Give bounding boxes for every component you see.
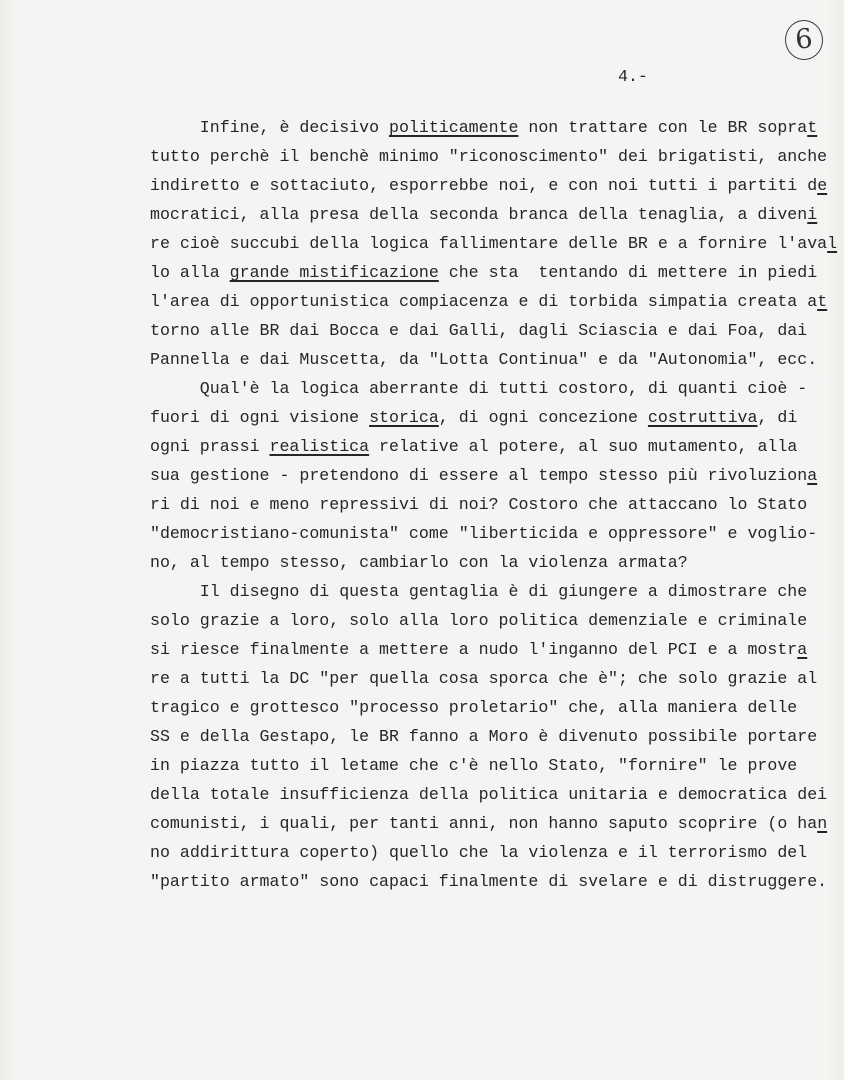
page-number: 4.- — [618, 67, 648, 86]
paragraph — [150, 113, 840, 374]
text-segment: no, al tempo stesso, cambiarlo con la violenza armata? — [150, 553, 688, 572]
text-line — [150, 548, 840, 577]
underlined-text: politicamente — [388, 118, 519, 137]
text-segment: ri di noi e meno repressivi di noi? Costoro che attaccano lo Stato — [150, 495, 808, 514]
text-segment: non trattare con le BR sopra — [518, 118, 808, 137]
underlined-text: l — [827, 234, 838, 253]
underlined-text: i — [807, 205, 818, 224]
text-line — [150, 751, 840, 780]
text-segment: Qual'è la logica aberrante di tutti costoro, di quanti cioè - — [199, 379, 808, 398]
text-line — [150, 113, 840, 142]
text-line — [150, 664, 840, 693]
text-segment: "democristiano-comunista" come "liberticida e oppressore" e voglio- — [150, 524, 818, 543]
text-segment: re cioè succubi della logica fallimentare delle BR e a fornire l'ava — [150, 234, 828, 253]
text-line — [150, 577, 840, 606]
text-segment: re a tutti la DC "per quella cosa sporca che è"; che solo grazie al — [150, 669, 818, 688]
text-segment: si riesce finalmente a mettere a nudo l'inganno del PCI e a mostr — [150, 640, 798, 659]
text-line — [150, 229, 840, 258]
text-segment: SS e della Gestapo, le BR fanno a Moro è divenuto possibile portare — [150, 727, 818, 746]
text-segment: no addirittura coperto) quello che la violenza e il terrorismo del — [150, 843, 808, 862]
underlined-text: storica — [369, 408, 439, 427]
text-line — [150, 200, 840, 229]
underlined-text: a — [797, 640, 808, 659]
text-segment: comunisti, i quali, per tanti anni, non hanno saputo scoprire (o ha — [150, 814, 818, 833]
text-line — [150, 374, 840, 403]
text-segment: ogni prassi — [150, 437, 270, 456]
underlined-text: e — [817, 176, 828, 195]
text-segment: della totale insufficienza della politica unitaria e democratica dei — [150, 785, 828, 804]
underlined-text: costruttiva — [647, 408, 758, 427]
text-segment: solo grazie a loro, solo alla loro politica demenziale e criminale — [150, 611, 808, 630]
text-line — [150, 142, 840, 171]
underlined-text: a — [807, 466, 818, 485]
handwritten-circled-sheet-number: 6 — [783, 18, 825, 62]
document-body — [150, 113, 840, 896]
text-segment: fuori di ogni visione — [150, 408, 370, 427]
underlined-text: grande mistificazione — [229, 263, 439, 282]
text-line — [150, 635, 840, 664]
text-segment: torno alle BR dai Bocca e dai Galli, dagli Sciascia e dai Foa, dai — [150, 321, 808, 340]
text-segment: sua gestione - pretendono di essere al tempo stesso più rivoluzion — [150, 466, 808, 485]
text-line — [150, 838, 840, 867]
paragraph — [150, 374, 840, 577]
text-segment: in piazza tutto il letame che c'è nello Stato, "fornire" le prove — [150, 756, 798, 775]
text-segment: Il disegno di questa gentaglia è di giungere a dimostrare che — [199, 582, 808, 601]
text-line — [150, 519, 840, 548]
text-segment: Pannella e dai Muscetta, da "Lotta Continua" e da "Autonomia", ecc. — [150, 350, 818, 369]
text-segment: lo alla — [150, 263, 230, 282]
text-segment: , di ogni concezione — [438, 408, 648, 427]
text-line — [150, 867, 840, 896]
text-line — [150, 258, 840, 287]
text-line — [150, 809, 840, 838]
text-segment: tragico e grottesco "processo proletario" che, alla maniera delle — [150, 698, 798, 717]
text-line — [150, 490, 840, 519]
underlined-text: t — [817, 292, 828, 311]
text-segment: indiretto e sottaciuto, esporrebbe noi, e con noi tutti i partiti d — [150, 176, 818, 195]
underlined-text: n — [817, 814, 828, 833]
text-line — [150, 171, 840, 200]
text-line — [150, 780, 840, 809]
text-line — [150, 316, 840, 345]
text-segment: Infine, è decisivo — [199, 118, 389, 137]
text-segment: tutto perchè il benchè minimo "riconoscimento" dei brigatisti, anche — [150, 147, 828, 166]
text-segment: l'area di opportunistica compiacenza e di torbida simpatia creata a — [150, 292, 818, 311]
text-segment: , di — [757, 408, 798, 427]
text-line — [150, 722, 840, 751]
text-segment: che sta tentando di mettere in piedi — [438, 263, 818, 282]
text-segment: relative al potere, al suo mutamento, alla — [369, 437, 798, 456]
text-line — [150, 461, 840, 490]
text-line — [150, 432, 840, 461]
underlined-text: t — [807, 118, 818, 137]
underlined-text: realistica — [269, 437, 370, 456]
text-segment: "partito armato" sono capaci finalmente di svelare e di distruggere. — [150, 872, 828, 891]
text-line — [150, 345, 840, 374]
text-line — [150, 693, 840, 722]
text-line — [150, 606, 840, 635]
text-line — [150, 403, 840, 432]
paragraph — [150, 577, 840, 896]
text-line — [150, 287, 840, 316]
text-segment: mocratici, alla presa della seconda branca della tenaglia, a diven — [150, 205, 808, 224]
